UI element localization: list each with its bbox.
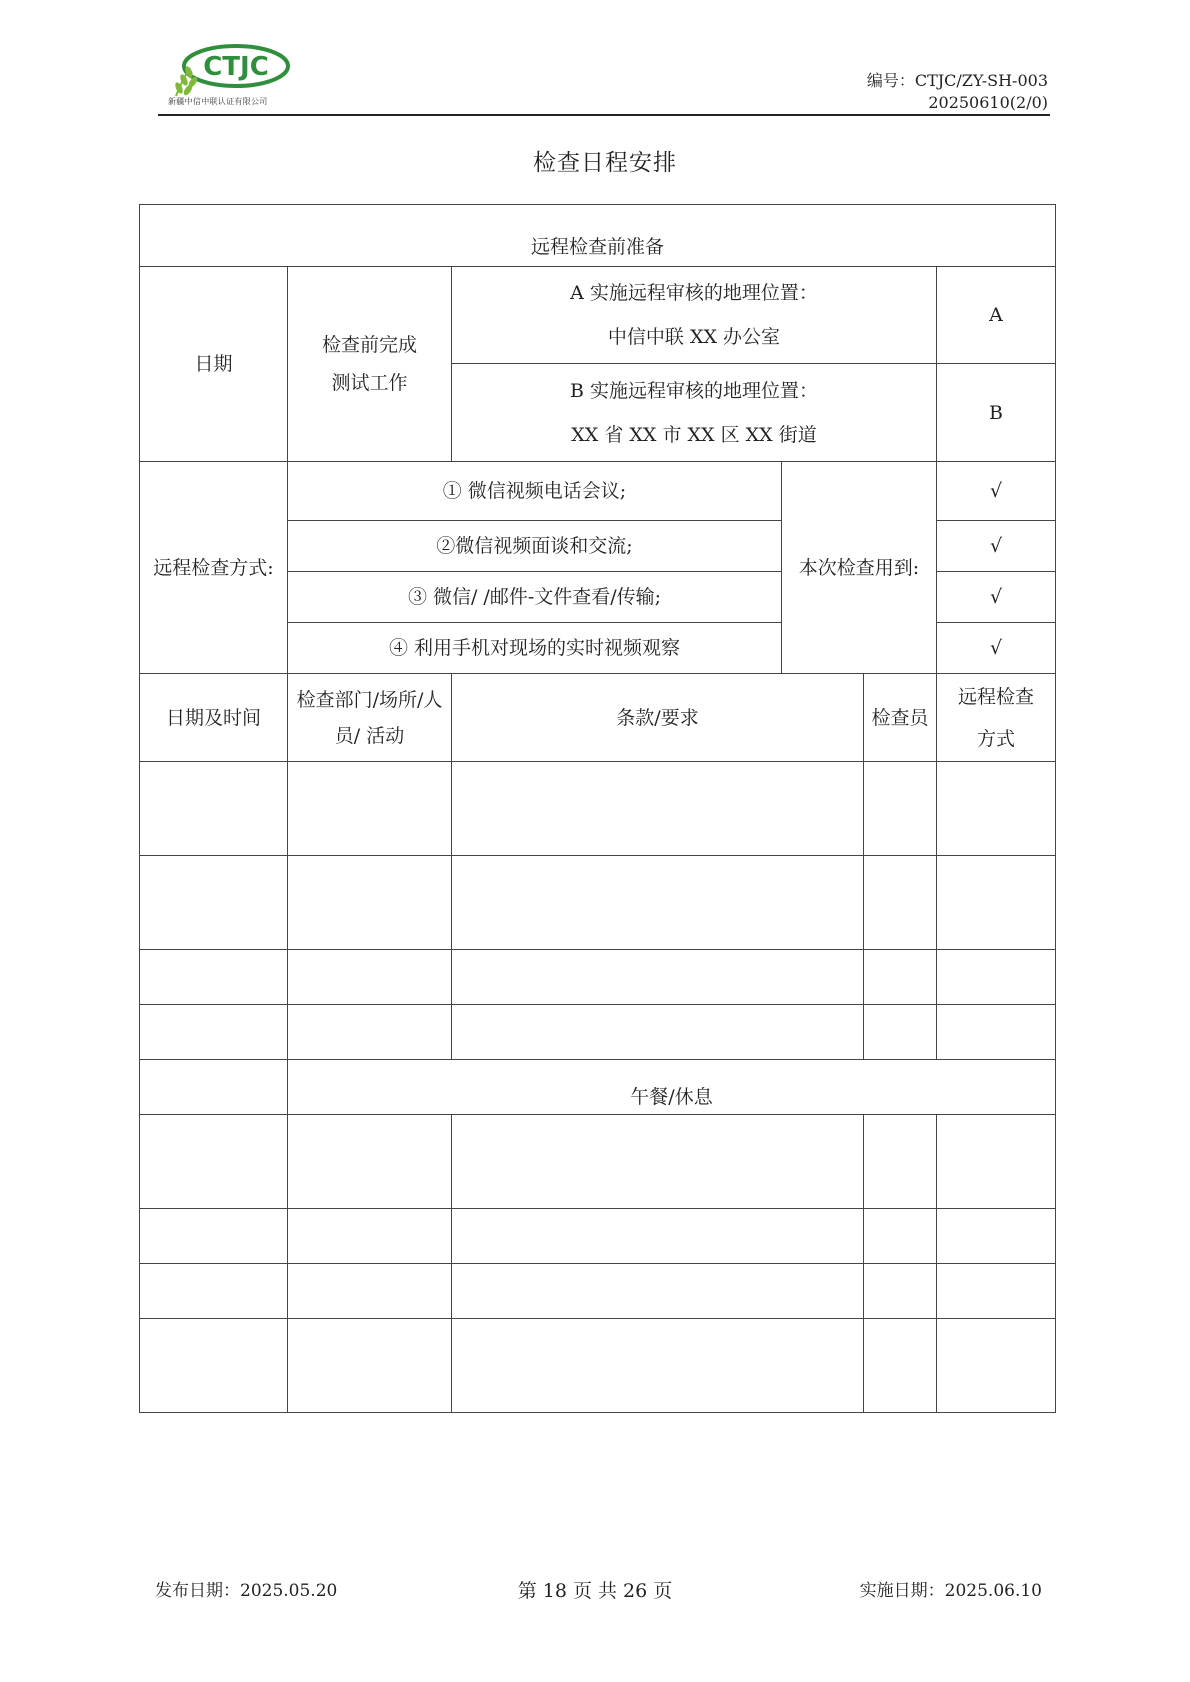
location-a-line1: A 实施远程审核的地理位置： (570, 282, 818, 304)
table-row (140, 1115, 1056, 1209)
company-name: 新疆中信中联认证有限公司 (168, 97, 268, 106)
location-b-code: B (937, 364, 1056, 462)
methods-label: 远程检查方式: (140, 462, 288, 674)
logo-text: CTJC (203, 52, 269, 82)
table-row (140, 1005, 1056, 1060)
col-auditor: 检查员 (864, 674, 937, 762)
table-row (140, 950, 1056, 1005)
method-check-4: √ (937, 623, 1056, 674)
method-item-2: ②微信视频面谈和交流; (288, 521, 782, 572)
col-clause: 条款/要求 (452, 674, 864, 762)
page-info: 第 18 页 共 26 页 (517, 1580, 673, 1602)
doc-number: 编号：CTJC/ZY-SH-003 (866, 71, 1048, 90)
prep-date-label: 日期 (140, 267, 288, 462)
method-check-3: √ (937, 572, 1056, 623)
col-dept-text: 检查部门/场所/人员/ 活动 (296, 688, 443, 747)
location-a-line2: 中信中联 XX 办公室 (607, 326, 781, 348)
table-row (140, 762, 1056, 856)
col-date-time: 日期及时间 (140, 674, 288, 762)
method-item-3: ③ 微信/ /邮件-文件查看/传输; (288, 572, 782, 623)
method-check-2: √ (937, 521, 1056, 572)
col-method-text: 远程检查方式 (957, 685, 1034, 750)
table-row (140, 856, 1056, 950)
pre-check-text: 检查前完成测试工作 (321, 334, 417, 394)
pre-check-label (288, 267, 452, 462)
table-row (140, 1319, 1056, 1413)
method-item-4: ④ 利用手机对现场的实时视频观察 (288, 623, 782, 674)
doc-number-block (867, 70, 1048, 114)
location-b-line1: B 实施远程审核的地理位置： (569, 379, 818, 402)
schedule-table (139, 204, 1056, 1413)
lunch-row (140, 1060, 1056, 1115)
method-item-1: ① 微信视频电话会议; (288, 462, 782, 521)
location-a (452, 267, 937, 364)
effective-date: 实施日期：2025.06.10 (859, 1581, 1042, 1601)
page-title: 检查日程安排 (533, 150, 677, 176)
methods-used-label: 本次检查用到: (782, 462, 937, 674)
location-b (452, 364, 937, 462)
table-row (140, 1264, 1056, 1319)
col-dept (288, 674, 452, 762)
publish-date: 发布日期：2025.05.20 (155, 1581, 338, 1601)
col-method (937, 674, 1056, 762)
doc-version: 20250610(2/0) (928, 93, 1048, 112)
location-a-code: A (937, 267, 1056, 364)
header-rule (158, 114, 1050, 116)
table-row (140, 1209, 1056, 1264)
prep-section-title: 远程检查前准备 (140, 205, 1056, 267)
lunch-label: 午餐/休息 (288, 1060, 1056, 1115)
method-check-1: √ (937, 462, 1056, 521)
location-b-line2: XX 省 XX 市 XX 区 XX 街道 (571, 423, 817, 446)
